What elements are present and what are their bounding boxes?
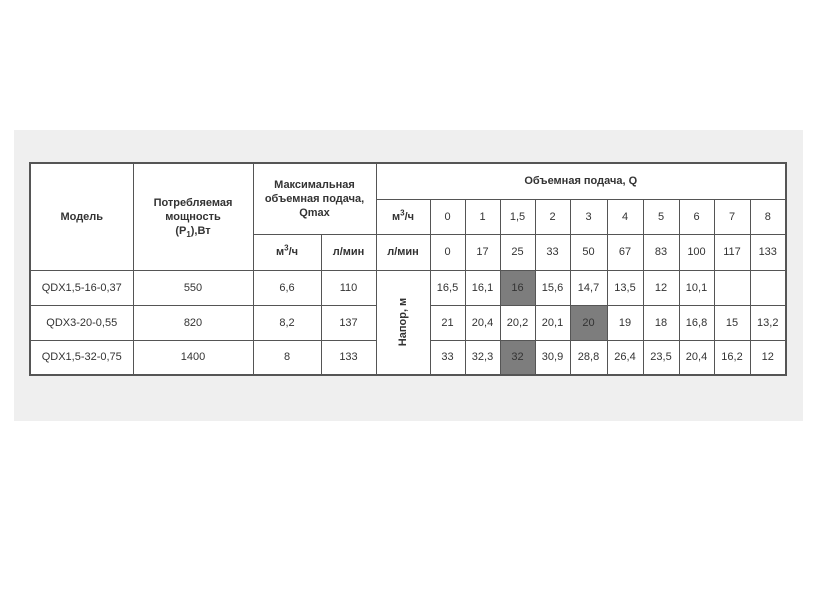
flow-lmin-cell: 33 bbox=[535, 234, 570, 270]
header-power-p: (P bbox=[175, 224, 187, 237]
power-cell: 550 bbox=[133, 270, 253, 305]
head-cell: 15,6 bbox=[535, 270, 570, 305]
head-cell: 16,8 bbox=[679, 305, 714, 340]
flow-m3h-cell: 2 bbox=[535, 199, 570, 234]
qmax-m3h-cell: 8 bbox=[253, 340, 321, 375]
head-cell: 30,9 bbox=[535, 340, 570, 375]
flow-m3h-cell: 0 bbox=[430, 199, 465, 234]
qmax-m3h-cell: 8,2 bbox=[253, 305, 321, 340]
head-cell: 12 bbox=[750, 340, 786, 375]
flow-m3h-cell: 6 bbox=[679, 199, 714, 234]
head-cell: 12 bbox=[643, 270, 679, 305]
head-cell: 33 bbox=[430, 340, 465, 375]
head-cell: 16,5 bbox=[430, 270, 465, 305]
flow-m3h-cell: 3 bbox=[570, 199, 607, 234]
head-cell: 14,7 bbox=[570, 270, 607, 305]
head-cell: 18 bbox=[643, 305, 679, 340]
header-qmax-line3: Qmax bbox=[299, 206, 330, 219]
header-power-tail: ),Вт bbox=[190, 224, 211, 237]
header-qmax-line2: объемная подача, bbox=[264, 192, 365, 205]
model-cell: QDX3-20-0,55 bbox=[30, 305, 133, 340]
pump-spec-table bbox=[29, 162, 787, 376]
header-model: Модель bbox=[30, 163, 133, 270]
power-cell: 1400 bbox=[133, 340, 253, 375]
head-cell: 16,1 bbox=[465, 270, 500, 305]
head-cell: 19 bbox=[607, 305, 643, 340]
qmax-m3h-cell: 6,6 bbox=[253, 270, 321, 305]
qmax-lmin-cell: 137 bbox=[321, 305, 376, 340]
flow-lmin-cell: 83 bbox=[643, 234, 679, 270]
header-qmax-unit-lmin: л/мин bbox=[321, 234, 376, 270]
flow-lmin-cell: 17 bbox=[465, 234, 500, 270]
header-power-line1: Потребляемая bbox=[153, 196, 233, 209]
head-cell: 20,1 bbox=[535, 305, 570, 340]
header-power-sub: 1 bbox=[186, 229, 191, 239]
qmax-lmin-cell: 133 bbox=[321, 340, 376, 375]
header-power bbox=[133, 163, 253, 270]
flow-lmin-cell: 67 bbox=[607, 234, 643, 270]
head-cell bbox=[750, 270, 786, 305]
head-cell: 20 bbox=[570, 305, 607, 340]
head-label: Напор, м bbox=[397, 298, 409, 347]
head-cell: 16 bbox=[500, 270, 535, 305]
head-cell: 26,4 bbox=[607, 340, 643, 375]
head-cell: 20,2 bbox=[500, 305, 535, 340]
flow-lmin-cell: 133 bbox=[750, 234, 786, 270]
head-cell: 21 bbox=[430, 305, 465, 340]
head-cell: 20,4 bbox=[465, 305, 500, 340]
head-cell: 15 bbox=[714, 305, 750, 340]
model-cell: QDX1,5-32-0,75 bbox=[30, 340, 133, 375]
head-cell: 10,1 bbox=[679, 270, 714, 305]
model-cell: QDX1,5-16-0,37 bbox=[30, 270, 133, 305]
header-unit-m3h: $м^3/ч$ bbox=[376, 199, 430, 234]
flow-m3h-cell: 8 bbox=[750, 199, 786, 234]
header-unit-lmin: л/мин bbox=[376, 234, 430, 270]
head-cell: 20,4 bbox=[679, 340, 714, 375]
header-flow: Объемная подача, Q bbox=[376, 163, 786, 199]
flow-lmin-cell: 50 bbox=[570, 234, 607, 270]
header-qmax-unit-m3h: $м^3/ч$ bbox=[253, 234, 321, 270]
flow-lmin-cell: 25 bbox=[500, 234, 535, 270]
head-cell: 28,8 bbox=[570, 340, 607, 375]
head-label-cell bbox=[376, 270, 430, 375]
flow-m3h-cell: 1 bbox=[465, 199, 500, 234]
flow-m3h-cell: 5 bbox=[643, 199, 679, 234]
header-qmax-line1: Максимальная bbox=[274, 178, 355, 191]
head-cell: 16,2 bbox=[714, 340, 750, 375]
table-row bbox=[30, 270, 786, 305]
head-cell: 32,3 bbox=[465, 340, 500, 375]
power-cell: 820 bbox=[133, 305, 253, 340]
qmax-lmin-cell: 110 bbox=[321, 270, 376, 305]
flow-lmin-cell: 100 bbox=[679, 234, 714, 270]
header-power-line2: мощность bbox=[165, 210, 221, 223]
header-row-1 bbox=[30, 163, 786, 199]
head-cell: 23,5 bbox=[643, 340, 679, 375]
head-cell: 32 bbox=[500, 340, 535, 375]
head-cell: 13,2 bbox=[750, 305, 786, 340]
flow-lmin-cell: 117 bbox=[714, 234, 750, 270]
flow-m3h-cell: 1,5 bbox=[500, 199, 535, 234]
flow-m3h-cell: 4 bbox=[607, 199, 643, 234]
head-cell: 13,5 bbox=[607, 270, 643, 305]
flow-lmin-cell: 0 bbox=[430, 234, 465, 270]
header-qmax bbox=[253, 163, 376, 234]
flow-m3h-cell: 7 bbox=[714, 199, 750, 234]
head-cell bbox=[714, 270, 750, 305]
